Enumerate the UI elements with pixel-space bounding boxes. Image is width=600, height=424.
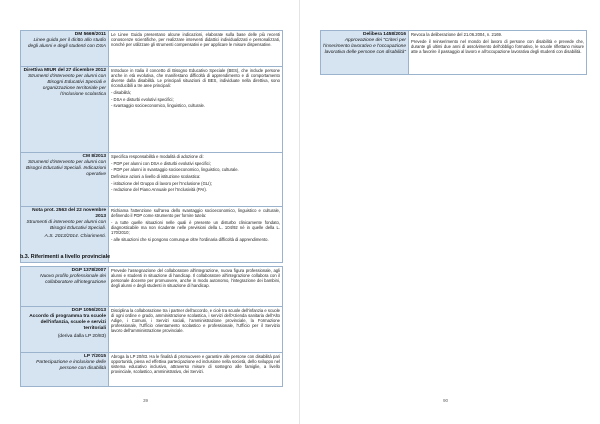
row-paragraph: Introduce in Italia il concetto di Bisogno Educativo Speciale (BES), che include persone anche in età evolutiva, che manifestano difficoltà di apprendimento e di comportamento diverse dalla disabilità. Le principali situazioni di BES, individuate nella direttiva, sono riconducibili a tre aree principali: — [111, 68, 280, 89]
table-row — [21, 353, 283, 387]
page-number: 90 — [443, 398, 449, 403]
row-value — [109, 67, 283, 153]
row-paragraph: Prevede l'assegnazione del collaboratore all'integrazione, nuova figura professionale, agli alunni e studenti in situazione di handicap. Il collaboratore all'integrazione collabora con il personale docente per promuovere, anche in modo autonomo, l'integrazione dei bambini, degli alunni e degli studenti in situazione di handicap. — [111, 268, 280, 289]
row-key-title: CM 8/2013 — [82, 154, 106, 159]
provincial-references-table — [20, 266, 283, 387]
row-key-subtitle: Partecipazione e inclusione delle persone con disabilità — [36, 359, 106, 371]
row-paragraph: - redazione del Piano Annuale per l'Inclusività (PAI). — [111, 187, 207, 193]
row-paragraph: Revoca la deliberazione del 21.06.2004, n. 2169. — [411, 32, 503, 37]
row-key-title: Nota prot. 2563 del 22 novembre 2013 — [32, 208, 106, 219]
row-value — [109, 31, 283, 67]
row-paragraph: Richiama l'attenzione sull'area dello svantaggio socioeconomico, linguistico e culturale, definendo il PDP come strumento per fornire tutela: — [111, 208, 280, 219]
row-key — [21, 353, 109, 387]
table-row — [21, 307, 283, 353]
right-page — [300, 0, 600, 424]
row-paragraph: Le Linee Guida presentano alcune indicazioni, elaborate sulla base delle più recenti conoscenze scientifiche, per realizzare interventi didattici individualizzati e personalizzati, nonché per utilizzare gli strumenti compensativi e per applicare le misure dispensative. — [111, 32, 280, 48]
row-paragraph: - PDP per alunni in svantaggio socioeconomico, linguistico, culturale. — [111, 167, 239, 173]
row-paragraph: Prevede il reinserimento nel mondo del lavoro di persone con disabilità e prevede che, durante gli ultimi due anni di assolvimento dell'obbligo formativo, le scuole riflettano misure atte a favorire il passaggio al lavoro e all'occupazione lavorativa degli studenti con disabilità. — [411, 38, 584, 54]
row-value — [109, 267, 283, 307]
row-paragraph: - disabilità; — [111, 89, 132, 95]
row-paragraph: Disciplina la collaborazione tra i partner dell'accordo, e cioè tra scuole dell'infanzia e scuole di ogni ordine e grado, amministrazione scolastica, i servizi dell'Azienda sanitaria dell'Alto Adige, i Comuni, i Servizi sociali, l'amministrazione provinciale, la Formazione professionale, l'Ufficio orientamento scolastico e professionale, l'Ufficio per il Servizio lavoro dell'amministrazione provinciale. — [111, 308, 280, 334]
page-number: 39 — [143, 398, 149, 403]
row-key — [21, 67, 109, 153]
row-key-title: LP 7/2015 — [83, 354, 106, 359]
national-references-table — [20, 30, 283, 263]
row-key — [21, 31, 109, 67]
row-paragraph: Abroga la LP 20/83. Ha le finalità di promuovere e garantire alle persone con disabilità pari opportunità, piena ed effettiva partecipazione ed inclusione nella società, dello sviluppo nel sistema educativo inclusivo, attraverso misure di sostegno alle famiglie, a livello provinciale, scolastico, amministrativo, dei Servizi. — [111, 354, 280, 375]
row-key-note: (deriva dalla LP 20/83) — [57, 333, 106, 339]
row-paragraph: - svantaggio socioeconomico, linguistico, culturale. — [111, 103, 206, 109]
row-paragraph: Definisce azioni a livello di istituzione scolastica: — [111, 174, 201, 180]
row-key-subtitle: Strumenti d'intervento per alunni con Bisogni Educativi Speciali e organizzazione territoriale per l'inclusione scolastica — [28, 73, 106, 97]
row-key-title: DGP 1378/2007 — [71, 268, 106, 273]
table-row — [21, 153, 283, 207]
table-row — [321, 31, 587, 75]
row-key-subtitle: Strumenti d'intervento per alunni con Bisogni Educativi Speciali. Indicazioni operative — [26, 159, 106, 177]
row-key-title: Delibera 1458/2016 — [363, 32, 406, 37]
row-key — [321, 31, 409, 75]
row-key-subtitle: Nuovo profilo professionale dei collaboratore all'integrazione — [40, 273, 106, 285]
row-key-subtitle: Linee guida per il diritto allo studio degli alunni e degli studenti con DSA — [27, 37, 106, 49]
row-key — [21, 267, 109, 307]
row-key-subtitle: Strumenti di intervento per alunni con Bisogni Educativi Speciali. — [26, 219, 106, 231]
row-key — [21, 153, 109, 207]
row-key — [21, 307, 109, 353]
section-heading: b.3. Riferimenti a livello provinciale — [20, 254, 111, 260]
table-row — [21, 67, 283, 153]
row-key-subtitle: Approvazione dei "Criteri per l'inserimento lavorativo e l'occupazione lavorativa delle persone con disabilità" — [323, 37, 406, 55]
row-value — [109, 353, 283, 387]
row-paragraph: - a tutte quelle situazioni nelle quali è presente un disturbo clinicamente fondato, diagnosticabile ma non ricadente nelle previsioni della L. 104/92 né in quelle della L. 170/2010; — [111, 219, 280, 235]
row-key-note: A.S. 2013/2014. Chiarimenti. — [44, 233, 106, 239]
row-key-subtitle: Accordo di programma tra scuole dell'infanzia, scuole e servizi territoriali — [29, 313, 106, 331]
row-paragraph: - PDP per alunni con DSA e disturbi evolutivi specifici; — [111, 160, 211, 166]
row-paragraph: - DSA e disturbi evolutivi specifici; — [111, 96, 174, 102]
row-value — [109, 307, 283, 353]
row-value — [409, 31, 587, 75]
row-value — [109, 207, 283, 263]
row-key-title: DM 5669/2011 — [74, 32, 106, 37]
row-paragraph: Specifica responsabilità e modalità di adozione di: — [111, 154, 204, 159]
right-references-table — [320, 30, 587, 75]
row-value — [109, 153, 283, 207]
row-key-title: DGP 1056/2013 — [71, 308, 106, 313]
table-row — [21, 31, 283, 67]
row-paragraph: - istituzione del Gruppo di lavoro per l'Inclusione (GLI); — [111, 180, 212, 186]
row-paragraph: - alle situazioni che si pongono comunque oltre l'ordinaria difficoltà di apprendimento. — [111, 236, 269, 242]
table-row — [21, 267, 283, 307]
row-key-title: Direttiva MIUR del 27 dicembre 2012 — [23, 68, 106, 73]
